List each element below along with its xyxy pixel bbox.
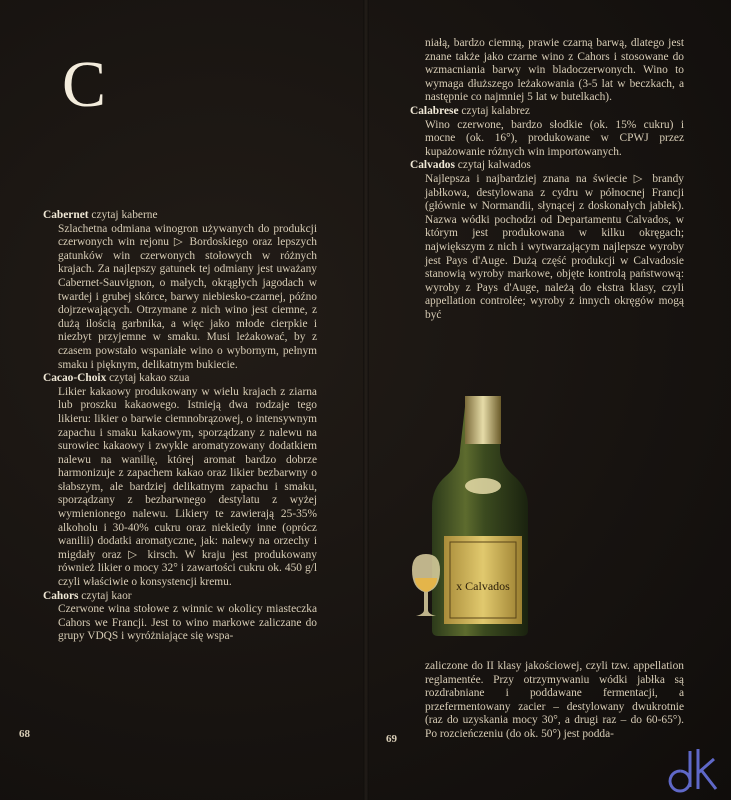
entry-text: Wino czerwone, bardzo słodkie (ok. 15% cukru) i mocne (ok. 16°), produkowane w CPWJ przez kupażowanie różnych win importowanych. [425,118,684,158]
page-number-right: 69 [386,733,397,745]
page-number-left: 68 [19,728,30,740]
entry-text: Najlepsza i najbardziej znana na świecie ▷ brandy jabłkowa, destylowana z cydru w północnej Francji (głównie w Normandii, słynącej z doskonałych jabłek). Nazwa wódki pochodzi od Departamentu Calvados, w którym jest produkowana w kilku okręgach; największym z nich i wytwarzającym najlepsze wyroby jest Pays d'Auge. Dużą część produkcji w Calvadosie stanowią wyroby markowe, objęte kontrolą państwową: wyroby z Pays d'Auge, należą do ekstra klasy, czyli appellation controlée; wyroby z innych okręgów mogą być [425,172,684,321]
headword: Cahors [43,589,79,602]
headword: Calvados [410,159,455,172]
cahors-continuation: niałą, bardzo ciemną, prawie czarną barwą, dlatego jest znane także jako czarne wino z Cahors i stosowane do wzmacniania barwy win bladoczerwonych. Wino to wymaga dłuższego leżakowania (3-5 lat w beczkach, a następnie co najmniej 5 lat w butelkach). [425,37,684,104]
left-column [43,209,317,644]
entry-text: Szlachetna odmiana winogron używanych do produkcji czerwonych win rejonu ▷ Bordoskiego oraz lepszych gatunków win czerwonych stołowych w różnych krajach. Za najlepszy gatunek tej odmiany jest uważany Cabernet-Sauvignon, o małych, okrągłych jagodach w twardej i grubej skórce, barwy niebiesko-czarnej, późno dojrzewających. Otrzymane z nich wino jest ciemne, z dużą ilością garbnika, a więc jako młode cierpkie i niezbyt przyjemne w smaku. Musi leżakować, by z czasem powstało wspaniałe wino o wybornym, pełnym smaku i pięknym, delikatnym bukiecie. [58,222,317,371]
pronunciation: czytaj kalwados [454,159,531,172]
section-letter: C [62,48,107,121]
dk-monogram-logo [662,743,722,797]
pronunciation: czytaj kaor [78,589,132,602]
entry-text: Likier kakaowy produkowany w wielu krajach z ziarna lub proszku kakaowego. Istnieją dwa rodzaje tego likieru: likier o barwie ciemnobrązowej, o intensywnym zapachu i smaku kakaowym, sporządzany z nalewu na surowiec kakaowy i zwykle aromatyzowany dodatkiem nalewu na wanilię, której aromat bardzo dobrze harmonizuje z zapachem kakao oraz likier bezbarwny o słabszym, ale bardziej delikatnym zapachu i smaku, sporządzany z bezbarwnego destylatu z wyżej wymienionego nalewu. Likiery te zawierają 25-35% alkoholu i 30-40% cukru oraz niekiedy inne (oprócz wanilii) dodatki aromatyczne, jak: nalewy na orzechy i migdały oraz ▷ kirsch. W kraju jest produkowany również likier o mocy 32° i zawartości cukru ok. 450 g/l czyli właściwie o konsystencji kremu. [58,385,317,589]
pronunciation: czytaj kalabrez [458,104,530,117]
calvados-bottle-and-glass-photo [408,394,652,638]
entry-cabernet [43,209,317,372]
book-gutter [363,0,369,800]
pronunciation: czytaj kakao szua [106,372,190,385]
pronunciation: czytaj kaberne [88,209,158,221]
entry-text: Czerwone wina stołowe z winnic w okolicy miasteczka Cahors we Francji. Jest to wino markowe zaliczane do grupy VDQS i wyróżniające się wspa- [58,603,317,643]
calvados-continuation: zaliczone do II klasy jakościowej, czyli tzw. appellation reglamentée. Przy otrzymywaniu wódki jabłka są rozdrabniane i poddawane fermentacji, a przefermentowany zacier – destylowany dwukrotnie (raz do uzyskania mocy 30°, a drugi raz – do 60-65°). Po rozcieńczeniu (do ok. 50°) jest podda- [425,660,684,740]
headword: Calabrese [410,104,459,117]
entry-calvados [410,159,684,322]
right-column-bottom [410,660,684,742]
headword: Cabernet [43,209,89,221]
headword: Cacao-Choix [43,372,107,385]
entry-cacao-choix [43,372,317,590]
entry-calabrese [410,105,684,159]
entry-cahors [43,590,317,644]
right-column-top [410,37,684,322]
bottle-label-text: x Calvados [456,579,510,593]
